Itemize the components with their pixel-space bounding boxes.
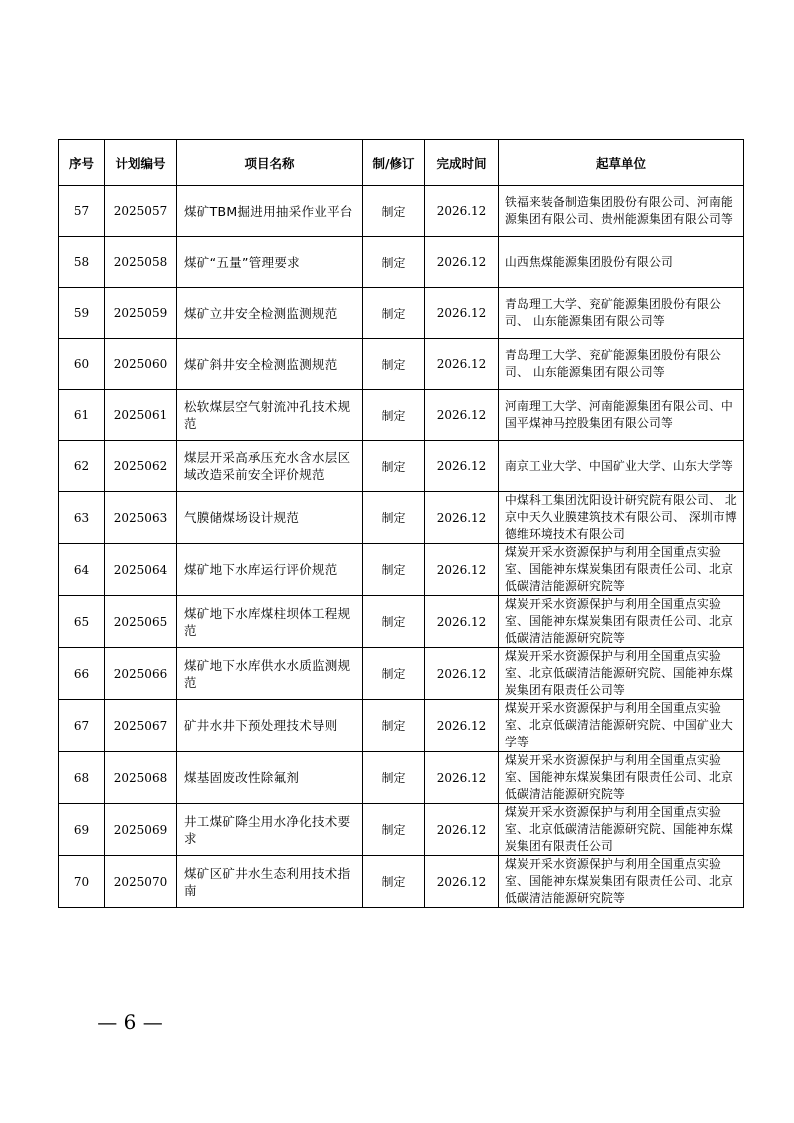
row-completion-time: 2026.12 xyxy=(425,441,499,492)
row-completion-time: 2026.12 xyxy=(425,186,499,237)
row-plan-number: 2025065 xyxy=(105,596,177,648)
row-plan-number: 2025070 xyxy=(105,856,177,908)
row-type: 制定 xyxy=(363,339,425,390)
table-row xyxy=(59,288,744,339)
row-drafting-unit: 煤炭开采水资源保护与利用全国重点实验室、国能神东煤炭集团有限责任公司、北京低碳清洁能源研究院等 xyxy=(499,596,744,648)
table-row xyxy=(59,441,744,492)
row-project-name: 煤层开采高承压充水含水层区域改造采前安全评价规范 xyxy=(177,441,363,492)
row-plan-number: 2025061 xyxy=(105,390,177,441)
table-row xyxy=(59,856,744,908)
row-drafting-unit: 青岛理工大学、兖矿能源集团股份有限公司、 山东能源集团有限公司等 xyxy=(499,288,744,339)
row-type: 制定 xyxy=(363,700,425,752)
row-type: 制定 xyxy=(363,596,425,648)
row-project-name: 煤基固废改性除氟剂 xyxy=(177,752,363,804)
row-project-name: 煤矿立井安全检测监测规范 xyxy=(177,288,363,339)
row-seq: 68 xyxy=(59,752,105,804)
table-row xyxy=(59,237,744,288)
header-drafting-unit: 起草单位 xyxy=(499,140,744,186)
table-row xyxy=(59,492,744,544)
row-project-name: 煤矿地下水库运行评价规范 xyxy=(177,544,363,596)
row-plan-number: 2025060 xyxy=(105,339,177,390)
page-number: — 6 — xyxy=(97,1010,163,1034)
row-seq: 64 xyxy=(59,544,105,596)
row-plan-number: 2025069 xyxy=(105,804,177,856)
row-plan-number: 2025064 xyxy=(105,544,177,596)
row-seq: 70 xyxy=(59,856,105,908)
table-row xyxy=(59,700,744,752)
row-plan-number: 2025058 xyxy=(105,237,177,288)
row-project-name: 气膜储煤场设计规范 xyxy=(177,492,363,544)
row-completion-time: 2026.12 xyxy=(425,288,499,339)
row-plan-number: 2025066 xyxy=(105,648,177,700)
table-row xyxy=(59,648,744,700)
table-row xyxy=(59,804,744,856)
header-seq: 序号 xyxy=(59,140,105,186)
row-type: 制定 xyxy=(363,648,425,700)
row-type: 制定 xyxy=(363,186,425,237)
header-plan-number: 计划编号 xyxy=(105,140,177,186)
row-completion-time: 2026.12 xyxy=(425,596,499,648)
row-seq: 62 xyxy=(59,441,105,492)
row-completion-time: 2026.12 xyxy=(425,856,499,908)
row-type: 制定 xyxy=(363,441,425,492)
row-completion-time: 2026.12 xyxy=(425,804,499,856)
row-project-name: 煤矿“五量”管理要求 xyxy=(177,237,363,288)
row-drafting-unit: 煤炭开采水资源保护与利用全国重点实验室、北京低碳清洁能源研究院、国能神东煤炭集团有限责任公司 xyxy=(499,804,744,856)
row-plan-number: 2025059 xyxy=(105,288,177,339)
row-type: 制定 xyxy=(363,288,425,339)
table-row xyxy=(59,596,744,648)
row-project-name: 煤矿地下水库煤柱坝体工程规范 xyxy=(177,596,363,648)
row-drafting-unit: 煤炭开采水资源保护与利用全国重点实验室、国能神东煤炭集团有限责任公司、北京低碳清洁能源研究院等 xyxy=(499,752,744,804)
row-seq: 66 xyxy=(59,648,105,700)
row-project-name: 松软煤层空气射流冲孔技术规范 xyxy=(177,390,363,441)
row-type: 制定 xyxy=(363,237,425,288)
row-project-name: 煤矿区矿井水生态利用技术指南 xyxy=(177,856,363,908)
row-drafting-unit: 煤炭开采水资源保护与利用全国重点实验室、北京低碳清洁能源研究院、中国矿业大学等 xyxy=(499,700,744,752)
row-seq: 69 xyxy=(59,804,105,856)
row-drafting-unit: 煤炭开采水资源保护与利用全国重点实验室、北京低碳清洁能源研究院、国能神东煤炭集团有限责任公司等 xyxy=(499,648,744,700)
row-completion-time: 2026.12 xyxy=(425,648,499,700)
row-seq: 63 xyxy=(59,492,105,544)
row-seq: 67 xyxy=(59,700,105,752)
row-project-name: 煤矿斜井安全检测监测规范 xyxy=(177,339,363,390)
row-type: 制定 xyxy=(363,752,425,804)
row-seq: 61 xyxy=(59,390,105,441)
row-drafting-unit: 煤炭开采水资源保护与利用全国重点实验室、国能神东煤炭集团有限责任公司、北京低碳清洁能源研究院等 xyxy=(499,544,744,596)
row-drafting-unit: 中煤科工集团沈阳设计研究院有限公司、 北京中天久业膜建筑技术有限公司、 深圳市博德维环境技术有限公司 xyxy=(499,492,744,544)
row-plan-number: 2025067 xyxy=(105,700,177,752)
row-plan-number: 2025057 xyxy=(105,186,177,237)
table-row xyxy=(59,544,744,596)
row-plan-number: 2025068 xyxy=(105,752,177,804)
row-completion-time: 2026.12 xyxy=(425,237,499,288)
row-seq: 65 xyxy=(59,596,105,648)
row-seq: 57 xyxy=(59,186,105,237)
row-drafting-unit: 山西焦煤能源集团股份有限公司 xyxy=(499,237,744,288)
row-type: 制定 xyxy=(363,804,425,856)
row-type: 制定 xyxy=(363,390,425,441)
row-completion-time: 2026.12 xyxy=(425,339,499,390)
row-plan-number: 2025062 xyxy=(105,441,177,492)
row-project-name: 矿井水井下预处理技术导则 xyxy=(177,700,363,752)
row-drafting-unit: 南京工业大学、中国矿业大学、山东大学等 xyxy=(499,441,744,492)
row-completion-time: 2026.12 xyxy=(425,492,499,544)
row-drafting-unit: 煤炭开采水资源保护与利用全国重点实验室、国能神东煤炭集团有限责任公司、北京低碳清洁能源研究院等 xyxy=(499,856,744,908)
row-drafting-unit: 青岛理工大学、兖矿能源集团股份有限公司、 山东能源集团有限公司等 xyxy=(499,339,744,390)
row-seq: 59 xyxy=(59,288,105,339)
row-seq: 60 xyxy=(59,339,105,390)
header-type: 制/修订 xyxy=(363,140,425,186)
row-seq: 58 xyxy=(59,237,105,288)
row-plan-number: 2025063 xyxy=(105,492,177,544)
table-row xyxy=(59,339,744,390)
row-completion-time: 2026.12 xyxy=(425,390,499,441)
row-completion-time: 2026.12 xyxy=(425,752,499,804)
row-project-name: 煤矿地下水库供水水质监测规范 xyxy=(177,648,363,700)
header-completion-time: 完成时间 xyxy=(425,140,499,186)
row-project-name: 井工煤矿降尘用水净化技术要求 xyxy=(177,804,363,856)
row-completion-time: 2026.12 xyxy=(425,700,499,752)
standards-plan-table xyxy=(58,139,744,908)
row-drafting-unit: 铁福来装备制造集团股份有限公司、河南能源集团有限公司、贵州能源集团有限公司等 xyxy=(499,186,744,237)
table-row xyxy=(59,752,744,804)
row-type: 制定 xyxy=(363,492,425,544)
row-type: 制定 xyxy=(363,544,425,596)
table-header-row xyxy=(59,140,744,186)
row-type: 制定 xyxy=(363,856,425,908)
row-drafting-unit: 河南理工大学、河南能源集团有限公司、中国平煤神马控股集团有限公司等 xyxy=(499,390,744,441)
table-row xyxy=(59,186,744,237)
table-row xyxy=(59,390,744,441)
header-project-name: 项目名称 xyxy=(177,140,363,186)
row-project-name: 煤矿TBM掘进用抽采作业平台 xyxy=(177,186,363,237)
row-completion-time: 2026.12 xyxy=(425,544,499,596)
